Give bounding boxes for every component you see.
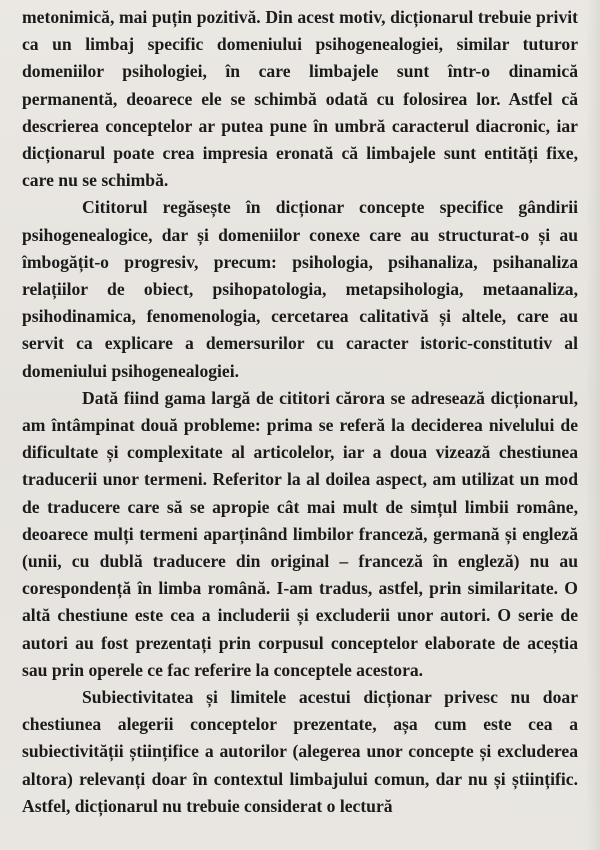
paragraph-3: Dată fiind gama largă de cititori cărora se adresează dicționarul, am întâmpinat două probleme: prima se referă la deciderea nivelului de dificultate și complexitate al articolelor, iar a doua vizează chestiunea traducerii unor termeni. Referitor la al doilea aspect, am utilizat un mod de traducere care să se apropie cât mai mult de simțul limbii române, deoarece mulți termeni aparținând limbilor franceză, germană și engleză (unii, cu dublă traducere din original – franceză în engleză) nu au corespondență în limba română. I-am tradus, astfel, prin similaritate. O altă chestiune este cea a includerii și excluderii unor autori. O serie de autori au fost prezentați prin corpusul conceptelor elaborate de aceștia sau prin operele ce fac referire la conceptele acestora. [22, 387, 578, 680]
paragraph-2: Cititorul regăsește în dicționar concepte specifice gândirii psihogenealogice, dar și domeniilor conexe care au structurat-o și au îmbogățit-o progresiv, precum: psihologia, psihanaliza, psihanaliza relațiilor de obiect, psihopatologia, metapsihologia, metaanaliza, psihodinamica, fenomenologia, cercetarea calitativă și altele, care au servit ca explicare a demersurilor cu caracter istoric-constitutiv al domeniului psihogenealogiei. [22, 197, 578, 381]
paragraph-4: Subiectivitatea și limitele acestui dicționar privesc nu doar chestiunea alegerii conceptelor prezentate, așa cum este cea a subiectivității științifice a autorilor (alegerea unor concepte și excluderea altora) relevanți doar în contextul limbajului comun, dar nu și științific. Astfel, dicționarul nu trebuie considerat o lectură [22, 687, 578, 816]
page-edge-shadow [586, 0, 600, 850]
paragraph-1: metonimică, mai puțin pozitivă. Din acest motiv, dicționarul trebuie privit ca un limbaj specific domeniului psihogenealogiei, similar tuturor domeniilor psihologiei, în care limbajele sunt într-o dinamică permanentă, deoarece ele se schimbă odată cu folosirea lor. Astfel că descrierea conceptelor ar putea pune în umbră caracterul diacronic, iar dicționarul poate crea impresia eronată că limbajele sunt entități fixe, care nu se schimbă. [22, 7, 578, 191]
